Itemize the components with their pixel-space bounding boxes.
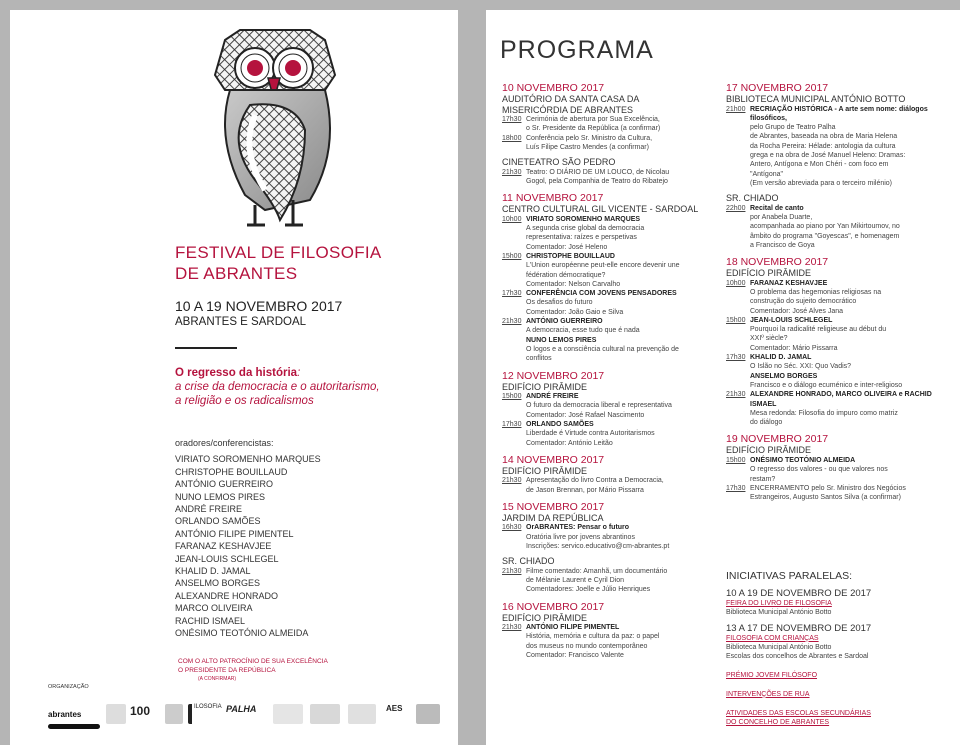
event-title: ONÉSIMO TEOTÓNIO ALMEIDA <box>750 456 856 464</box>
event-row <box>726 484 951 503</box>
speaker-item: ORLANDO SAMÕES <box>175 516 261 527</box>
speaker-item: NUNO LEMOS PIRES <box>175 491 266 502</box>
speaker-item: KHALID D. JAMAL <box>175 566 251 577</box>
day-heading: 16 NOVEMBRO 2017 <box>502 600 605 613</box>
event-row <box>502 623 712 660</box>
parallel-date: 10 A 19 DE NOVEMBRO DE 2017 <box>726 587 872 599</box>
venue-name: EDIFÍCIO PIRÂMIDE <box>726 268 812 279</box>
event-text <box>526 392 712 420</box>
event-row <box>726 390 951 427</box>
venue-name: EDIFÍCIO PIRÂMIDE <box>726 445 812 456</box>
event-text <box>526 476 712 495</box>
event-text <box>750 204 951 250</box>
venue-name: EDIFÍCIO PIRÂMIDE <box>502 465 588 476</box>
event-text <box>526 252 712 289</box>
program-column-2 <box>726 76 951 727</box>
theme-line: a crise da democracia e o autoritarismo, <box>175 381 380 393</box>
event-time: 10h00 <box>502 215 522 223</box>
event-line: da Rocha Pereira: Hélade: antologia da cultura <box>750 142 896 150</box>
event-row <box>726 105 951 189</box>
event-line: Antero, Antígona e Mon Chéri - com foco em <box>750 161 889 169</box>
event-time: 21h30 <box>502 318 522 326</box>
logo-crest <box>165 704 183 724</box>
event-row <box>502 336 712 364</box>
event-line: Francisco e o diálogo ecuménico e inter-religioso <box>750 381 903 389</box>
event-text <box>526 215 712 252</box>
event-line: Apresentação do livro Contra a Democracia, <box>526 477 664 485</box>
logo-cm <box>348 704 376 724</box>
program-title: PROGRAMA <box>500 36 654 64</box>
event-time: 16h30 <box>502 524 522 532</box>
theme-line: a religião e os radicalismos <box>175 395 314 407</box>
event-time: 17h30 <box>502 420 522 428</box>
day-heading: 17 NOVEMBRO 2017 <box>726 82 829 94</box>
event-time: 10h00 <box>726 279 746 287</box>
event-row <box>502 567 712 595</box>
venue-name: JARDIM DA REPÚBLICA <box>502 512 604 523</box>
event-time: 21h30 <box>502 477 522 485</box>
event-text <box>750 484 951 503</box>
event-title: ANDRÉ FREIRE <box>526 393 579 401</box>
theme <box>175 366 380 408</box>
speaker-item: ANTÓNIO FILIPE PIMENTEL <box>175 528 294 539</box>
event-line: Comentador: João Gaio e Silva <box>526 308 624 316</box>
event-time: 17h30 <box>726 484 746 492</box>
day-heading: 11 NOVEMBRO 2017 <box>502 192 604 205</box>
event-text <box>526 317 712 336</box>
day-heading: 18 NOVEMBRO 2017 <box>726 256 829 269</box>
speaker-item: ANTÓNIO GUERREIRO <box>175 479 274 490</box>
event-line: Comentador: José Rafael Nascimento <box>526 411 645 419</box>
event-line: Comentador: António Leitão <box>526 439 613 447</box>
event-text <box>526 523 712 551</box>
theme-title: O regresso da história <box>175 367 298 379</box>
event-time <box>726 372 750 391</box>
event-row <box>726 279 951 316</box>
venue-name: EDIFÍCIO PIRÂMIDE <box>502 381 588 392</box>
event-title: ALEXANDRE HONRADO, MARCO OLIVEIRA e RACHID ISMAEL <box>750 391 932 408</box>
event-time: 21h30 <box>502 624 522 632</box>
event-row <box>502 252 712 289</box>
event-time: 15h00 <box>726 316 746 324</box>
event-row <box>502 420 712 448</box>
event-line: de Mélanie Laurent e Cyril Dion <box>526 577 625 585</box>
event-text <box>526 134 712 153</box>
event-line: Conferência pelo Sr. Ministro da Cultura, <box>526 134 653 142</box>
event-line: Comentador: Mário Pissarra <box>750 344 838 352</box>
event-title: NUNO LEMOS PIRES <box>526 336 597 344</box>
event-line: Comentadores: Joelle e Júlio Henriques <box>526 586 651 594</box>
event-line: conflitos <box>526 355 552 363</box>
venue-name: MISERICÓRDIA DE ABRANTES <box>502 104 634 115</box>
poster-left-page <box>10 10 458 745</box>
event-line: O problema das hegemonias religiosas na <box>750 288 882 296</box>
event-title: RECRIAÇÃO HISTÓRICA - A arte sem nome: diálogos filosóficos, <box>750 105 928 122</box>
speaker-item: JEAN-LOUIS SCHLEGEL <box>175 553 279 564</box>
event-time: 15h00 <box>502 393 522 401</box>
event-row <box>502 476 712 495</box>
event-text <box>750 372 951 391</box>
event-text <box>750 105 951 189</box>
event-line: "Antígona" <box>750 170 783 178</box>
event-time: 17h30 <box>502 290 522 298</box>
event-row <box>726 204 951 250</box>
event-row <box>502 168 712 187</box>
speaker-item: ANDRÉ FREIRE <box>175 504 243 515</box>
speaker-item: ANSELMO BORGES <box>175 578 261 589</box>
event-title: ANSELMO BORGES <box>750 372 818 380</box>
event-text <box>526 567 712 595</box>
festival-dates: 10 A 19 NOVEMBRO 2017 ABRANTES E SARDOAL <box>175 298 343 328</box>
event-title: ORLANDO SAMÕES <box>526 420 594 428</box>
logo-ribatejo <box>310 704 340 724</box>
event-time: 15h00 <box>502 252 522 260</box>
event-time: 21h30 <box>502 567 522 575</box>
event-line: Gogol, pela Companhia de Teatro do Ribatejo <box>526 177 668 185</box>
day-heading: 10 NOVEMBRO 2017 <box>502 82 605 94</box>
event-line: Comentador: José Heleno <box>526 243 608 251</box>
event-line: âmbito do programa "Goyescas", e homenagem <box>750 232 900 240</box>
venue-name: SR. CHIADO <box>502 556 555 567</box>
event-text <box>526 115 712 134</box>
event-text <box>750 456 951 484</box>
event-line: Pourquoi la radicalité religieuse au début du <box>750 326 887 334</box>
parallel-link: INTERVENÇÕES DE RUA <box>726 690 810 698</box>
day-heading: 14 NOVEMBRO 2017 <box>502 453 605 466</box>
event-line: O futuro da democracia liberal e representativa <box>526 402 672 410</box>
parallel-date: 13 A 17 DE NOVEMBRO DE 2017 <box>726 622 872 634</box>
logo-abrantes: abrantes <box>48 704 100 724</box>
event-text <box>526 420 712 448</box>
event-time: 21h30 <box>502 168 522 176</box>
parallel-venue: Biblioteca Municipal António Botto <box>726 608 832 616</box>
parallel-venue: Escolas dos concelhos de Abrantes e Sardoal <box>726 652 869 660</box>
parallel-link: DO CONCELHO DE ABRANTES <box>726 718 830 726</box>
event-title: ANTÓNIO FILIPE PIMENTEL <box>526 624 620 632</box>
event-row <box>502 215 712 252</box>
event-line: Estrangeiros, Augusto Santos Silva (a confirmar) <box>750 494 901 502</box>
theme-colon: : <box>297 367 301 379</box>
speaker-item: ONÉSIMO TEOTÓNIO ALMEIDA <box>175 628 309 639</box>
event-line: grega e na obra de José Manuel Heleno: Dramas: <box>750 151 906 159</box>
event-title: FARANAZ KESHAVJEE <box>750 279 828 287</box>
event-text <box>750 353 951 372</box>
event-time: 21h30 <box>726 391 746 399</box>
venue-name: EDIFÍCIO PIRÂMIDE <box>502 612 588 623</box>
event-title: Recital de canto <box>750 204 804 212</box>
event-line: do diálogo <box>750 419 783 427</box>
logo-small-1 <box>106 704 126 724</box>
event-text <box>750 316 951 353</box>
event-title: JEAN-LOUIS SCHLEGEL <box>750 316 833 324</box>
event-line: Comentador: Francisco Valente <box>526 652 624 660</box>
event-line: O Islão no Séc. XXI: Quo Vadis? <box>750 363 852 371</box>
event-time: 17h30 <box>726 354 746 362</box>
event-title: OrABRANTES: Pensar o futuro <box>526 524 630 532</box>
event-text <box>750 390 951 427</box>
event-title: ANTÓNIO GUERREIRO <box>526 318 603 326</box>
event-line: Inscrições: servico.educativo@cm-abrantes.pt <box>526 543 670 550</box>
event-title: KHALID D. JAMAL <box>750 354 812 362</box>
poster-right-page <box>486 10 960 745</box>
event-time: 15h00 <box>726 456 746 464</box>
event-row <box>502 317 712 336</box>
speakers-list <box>175 437 321 640</box>
parallel-heading: INICIATIVAS PARALELAS: <box>726 570 853 583</box>
speakers-heading: oradores/conferencistas: <box>175 438 274 448</box>
event-line: XXIº siècle? <box>750 335 788 343</box>
venue-name: AUDITÓRIO DA SANTA CASA DA <box>502 94 640 104</box>
logo-filosofia: ILOSOFIA <box>188 704 224 724</box>
event-line: representativa: raízes e perspetivas <box>526 234 637 242</box>
speaker-item: RACHID ISMAEL <box>175 615 246 626</box>
event-time: 17h30 <box>502 116 522 123</box>
event-line: (Em versão abreviada para o terceiro milénio) <box>750 179 893 187</box>
program-column-1 <box>502 76 712 660</box>
event-line: pelo Grupo de Teatro Palha <box>750 124 836 132</box>
event-title: VIRIATO SOROMENHO MARQUES <box>526 215 641 223</box>
event-line: O logos e a consciência cultural na prevenção de <box>526 345 679 353</box>
event-line: Comentador: Nelson Carvalho <box>526 280 621 288</box>
parallel-event: FILOSOFIA COM CRIANÇAS <box>726 634 819 642</box>
venue-name: CENTRO CULTURAL GIL VICENTE - SARDOAL <box>502 204 699 215</box>
event-line: o Sr. Presidente da República (a confirmar) <box>526 125 661 133</box>
event-line: a Francisco de Goya <box>750 241 815 249</box>
speaker-item: ALEXANDRE HONRADO <box>175 590 279 601</box>
day-heading: 19 NOVEMBRO 2017 <box>726 433 829 446</box>
logo-palha: PALHA <box>226 704 257 714</box>
speaker-item: VIRIATO SOROMENHO MARQUES <box>175 454 321 465</box>
event-line: História, memória e cultura da paz: o papel <box>526 633 660 641</box>
event-line: O regresso dos valores - ou que valores nos <box>750 466 888 474</box>
event-text <box>750 279 951 316</box>
event-row <box>726 456 951 484</box>
event-line: L'Union européenne peut-elle encore devenir une <box>526 262 680 270</box>
event-line: A segunda crise global da democracia <box>526 225 645 233</box>
event-row <box>726 316 951 353</box>
parallel-link: ATIVIDADES DAS ESCOLAS SECUNDÁRIAS <box>726 709 871 717</box>
event-row <box>502 134 712 153</box>
event-line: A democracia, esse tudo que é nada <box>526 327 640 335</box>
event-line: Teatro: O DIÁRIO DE UM LOUCO, de Nicolau <box>526 168 670 176</box>
parallel-link: PRÉMIO JOVEM FILÓSOFO <box>726 671 818 679</box>
event-text <box>526 336 712 364</box>
event-line: Comentador: José Alves Jana <box>750 307 843 315</box>
event-text <box>526 289 712 317</box>
event-line: fédération démocratique? <box>526 271 606 279</box>
speaker-item: FARANAZ KESHAVJEE <box>175 541 272 552</box>
event-text <box>526 623 712 660</box>
event-line: de Jason Brennan, por Mário Pissarra <box>526 486 644 494</box>
event-line: de Abrantes, baseada na obra de Maria Helena <box>750 133 898 141</box>
event-row <box>502 289 712 317</box>
event-line: acompanhada ao piano por Yan Mikirtoumov, no <box>750 223 900 231</box>
divider <box>175 347 237 349</box>
venue-name: SR. CHIADO <box>726 193 779 204</box>
event-row <box>502 392 712 420</box>
event-time: 18h00 <box>502 134 522 142</box>
owl-illustration <box>185 20 365 235</box>
event-time: 21h00 <box>726 105 746 113</box>
event-line: ENCERRAMENTO pelo Sr. Ministro dos Negócios <box>750 484 906 492</box>
logo-sardoal <box>273 704 303 724</box>
event-time <box>502 336 526 364</box>
venue-name: CINETEATRO SÃO PEDRO <box>502 157 616 168</box>
event-row <box>726 353 951 372</box>
event-line: por Anabela Duarte, <box>750 213 813 221</box>
event-time: 22h00 <box>726 204 746 212</box>
event-line: Oratória livre por jovens abrantinos <box>526 533 635 541</box>
event-line: Liberdade é Virtude contra Autoritarismos <box>526 430 655 438</box>
parallel-venue: Biblioteca Municipal António Botto <box>726 643 832 651</box>
event-title: CHRISTOPHE BOUILLAUD <box>526 252 615 260</box>
event-line: construção do sujeito democrático <box>750 298 857 306</box>
speaker-item: MARCO OLIVEIRA <box>175 603 253 614</box>
venue-name: BIBLIOTECA MUNICIPAL ANTÓNIO BOTTO <box>726 94 906 104</box>
event-line: restam? <box>750 475 776 483</box>
parallel-event: FEIRA DO LIVRO DE FILOSOFIA <box>726 599 832 607</box>
event-line: Cerimónia de abertura por Sua Excelência, <box>526 116 660 123</box>
partner-logos <box>48 700 448 728</box>
event-line: Filme comentado: Amanhã, um documentário <box>526 567 668 575</box>
event-line: Mesa redonda: Filosofia do impuro como matriz <box>750 409 898 417</box>
event-row <box>502 115 712 134</box>
festival-title: FESTIVAL DE FILOSOFIA DE ABRANTES <box>175 243 382 283</box>
logo-school <box>416 704 440 724</box>
event-text <box>526 168 712 187</box>
event-line: dos museus no mundo contemporâneo <box>526 642 648 650</box>
day-heading: 15 NOVEMBRO 2017 <box>502 500 605 513</box>
patronage: COM O ALTO PATROCÍNIO DE SUA EXCELÊNCIA O PRESIDENTE DA REPÚBLICA (A CONFIRMAR) <box>178 658 328 682</box>
event-line: Luís Filipe Castro Mendes (a confirmar) <box>526 143 649 151</box>
logo-aes: AES <box>386 704 403 713</box>
event-row <box>726 372 951 391</box>
organization-label: ORGANIZAÇÃO <box>48 684 89 690</box>
event-line: Os desafios do futuro <box>526 299 593 307</box>
day-heading: 12 NOVEMBRO 2017 <box>502 369 605 382</box>
event-title: CONFERÊNCIA COM JOVENS PENSADORES <box>526 290 677 298</box>
logo-100: 100 <box>130 704 151 718</box>
speaker-item: CHRISTOPHE BOUILLAUD <box>175 466 288 477</box>
event-row <box>502 523 712 551</box>
